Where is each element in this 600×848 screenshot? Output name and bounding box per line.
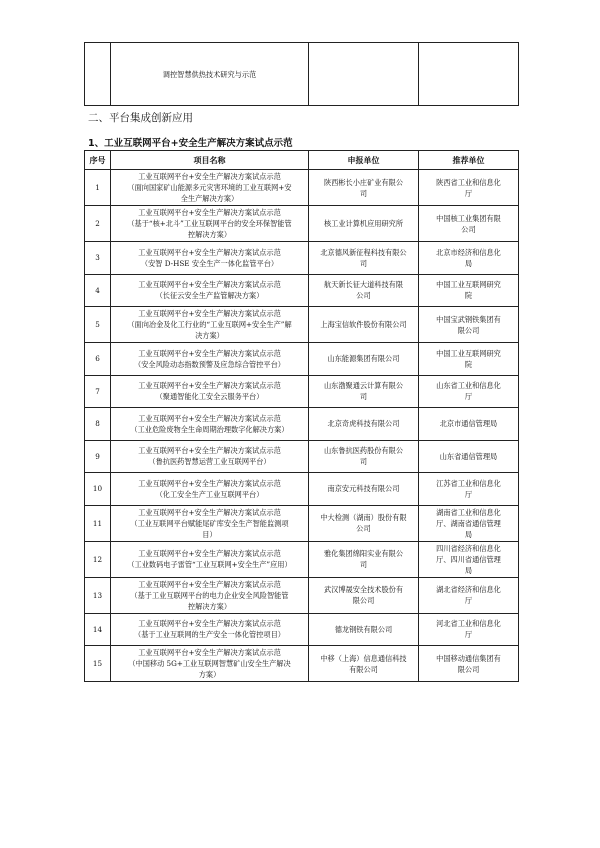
table-cell-recommending-unit <box>419 274 519 307</box>
table-cell-no: 5 <box>85 307 111 343</box>
cell-text-line: 四川省经济和信息化 <box>436 543 501 553</box>
cell-text-line: 有限公司 <box>349 664 378 674</box>
table-cell-applicant-unit <box>309 375 419 408</box>
cell-text-line: （工业互联网平台赋能尾矿库安全生产智能监测项 <box>130 518 289 528</box>
cell-text-line: 江苏省工业和信息化 <box>436 478 501 488</box>
cell-text-line: （面向冶金及化工行业的“工业互联网+安全生产”解 <box>127 320 292 329</box>
table-cell-applicant-unit <box>309 440 419 473</box>
table-cell-no: 15 <box>85 646 111 682</box>
cell-text-line: 厅 <box>464 630 473 640</box>
cell-text-line: （基于“核+北斗”工业互联网平台的安全环保智能管 <box>127 219 292 228</box>
table-cell <box>419 43 519 106</box>
cell-text-line: 司 <box>359 392 368 402</box>
cell-text-line: 厅 <box>464 596 473 605</box>
cell-text-line: 中国工业互联网研究 <box>436 280 501 290</box>
table-cell-project-name <box>111 408 309 441</box>
cell-text-line: 中大检测（湖南）股份有限 <box>320 513 407 522</box>
cell-text-line: 局 <box>464 565 473 575</box>
table-cell-no: 12 <box>85 541 111 577</box>
table-cell <box>85 43 111 106</box>
table-row <box>85 242 519 275</box>
table-cell-project-name <box>111 375 309 408</box>
cell-text-line: 山东省通信管理局 <box>439 451 498 461</box>
cell-text-line: 公司 <box>356 291 371 301</box>
previous-table-fragment <box>84 42 519 106</box>
cell-text-line: （工业危险废物全生命周期治理数字化解决方案） <box>130 424 289 434</box>
cell-text-line: 司 <box>359 188 368 198</box>
cell-text-line: （基于工业互联网的生产安全一体化管控项目） <box>134 630 285 640</box>
cell-text-line: 工业互联网平台+安全生产解决方案试点示范 <box>138 381 281 391</box>
table-cell-no: 7 <box>85 375 111 408</box>
table-cell-recommending-unit <box>419 577 519 613</box>
cell-text-line: 控解决方案） <box>187 601 232 611</box>
cell-text-line: 司 <box>359 560 368 569</box>
cell-text-line: 方案） <box>198 670 221 679</box>
cell-text-line: 工业互联网平台+安全生产解决方案试点示范 <box>138 280 281 290</box>
table-header-row <box>85 151 519 170</box>
table-cell-project-name <box>111 577 309 613</box>
cell-text-line: 山东渤聚通云计算有限公 <box>323 381 404 391</box>
cell-text-line: 湖北省经济和信息化 <box>436 585 501 594</box>
table-cell-recommending-unit <box>419 242 519 275</box>
cell-text-line: 中国移动通信集团有 <box>436 653 501 663</box>
cell-text-line: 航天新长征大道科技有限 <box>323 280 404 290</box>
table-cell-recommending-unit <box>419 541 519 577</box>
cell-text-line: 工业互联网平台+安全生产解决方案试点示范 <box>138 619 281 629</box>
table-cell-project-name: 调控智慧供热技术研究与示范 <box>111 43 309 106</box>
cell-text-line: （中国移动 5G+工业互联网智慧矿山安全生产解决 <box>128 659 291 668</box>
cell-text-line: 中移（上海）信息通信科技 <box>320 653 407 663</box>
table-cell-recommending-unit <box>419 375 519 408</box>
table-row <box>85 43 519 106</box>
table-cell-no: 2 <box>85 206 111 242</box>
cell-text-line: （安全风险动态指数预警及应急综合管控平台） <box>134 359 285 369</box>
cell-text-line: 公司 <box>461 224 476 234</box>
cell-text-line: 目） <box>202 529 217 539</box>
cell-text-line: 工业互联网平台+安全生产解决方案试点示范 <box>138 549 281 558</box>
table-row <box>85 206 519 242</box>
table-row <box>85 274 519 307</box>
cell-text-line: 工业互联网平台+安全生产解决方案试点示范 <box>138 648 281 657</box>
table-row <box>85 343 519 376</box>
cell-text-line: （工业数码电子雷管“工业互联网+安全生产”应用） <box>127 560 292 569</box>
cell-text-line: 中国工业互联网研究 <box>436 348 501 358</box>
table-cell-applicant-unit <box>309 541 419 577</box>
table-cell-project-name <box>111 613 309 646</box>
cell-text-line: 工业互联网平台+安全生产解决方案试点示范 <box>138 172 281 181</box>
table-cell-applicant-unit <box>309 242 419 275</box>
cell-text-line: 中国核工业集团有限 <box>436 213 501 223</box>
cell-text-line: 限公司 <box>352 596 375 605</box>
table-cell-no: 9 <box>85 440 111 473</box>
cell-text-line: 控解决方案） <box>187 230 232 239</box>
table-cell-no: 8 <box>85 408 111 441</box>
cell-text-line: 陕西省工业和信息化 <box>436 177 501 187</box>
table-cell-applicant-unit <box>309 206 419 242</box>
cell-text-line: 司 <box>359 258 368 268</box>
cell-text-line: 工业互联网平台+安全生产解决方案试点示范 <box>138 579 281 589</box>
cell-text-line: 工业互联网平台+安全生产解决方案试点示范 <box>138 478 281 488</box>
table-row <box>85 307 519 343</box>
section-heading: 二、平台集成创新应用 <box>88 112 193 124</box>
cell-text-line: 工业互联网平台+安全生产解决方案试点示范 <box>138 247 281 257</box>
table-body <box>85 170 519 682</box>
table-cell-no: 13 <box>85 577 111 613</box>
table-cell-recommending-unit <box>419 343 519 376</box>
cell-text-line: 雅化集团绵阳实业有限公 <box>323 549 404 558</box>
cell-text-line: 武汉博晟安全技术股份有 <box>323 585 404 594</box>
table-cell-applicant-unit <box>309 170 419 206</box>
cell-text-line: 工业互联网平台+安全生产解决方案试点示范 <box>138 309 281 318</box>
table-cell <box>309 43 419 106</box>
cell-text-line: 北京奇虎科技有限公司 <box>327 419 400 429</box>
table-cell-applicant-unit <box>309 577 419 613</box>
table-cell-applicant-unit <box>309 505 419 541</box>
cell-text-line: 院 <box>464 291 473 301</box>
cell-text-line: 河北省工业和信息化 <box>436 619 501 629</box>
cell-text-line: 北京德风新征程科技有限公 <box>320 247 407 257</box>
table-cell-applicant-unit <box>309 408 419 441</box>
cell-text-line: 司 <box>359 457 368 467</box>
table-cell-recommending-unit <box>419 408 519 441</box>
table-cell-no: 11 <box>85 505 111 541</box>
table-cell-project-name <box>111 274 309 307</box>
table-cell-project-name <box>111 646 309 682</box>
cell-text-line: 湖南省工业和信息化 <box>436 507 501 517</box>
table-cell-recommending-unit <box>419 613 519 646</box>
cell-text-line: （聚通智能化工安全云服务平台） <box>155 392 264 402</box>
table-row <box>85 577 519 613</box>
cell-text-line: 工业互联网平台+安全生产解决方案试点示范 <box>138 446 281 456</box>
table-cell-applicant-unit <box>309 613 419 646</box>
table-cell-recommending-unit <box>419 307 519 343</box>
table-cell-project-name <box>111 541 309 577</box>
cell-text-line: 院 <box>464 359 473 369</box>
table-cell-project-name <box>111 473 309 506</box>
table-cell-recommending-unit <box>419 206 519 242</box>
header-applicant-unit: 申报单位 <box>309 151 419 170</box>
table-cell-no: 4 <box>85 274 111 307</box>
cell-text-line: （化工安全生产工业互联网平台） <box>155 489 264 499</box>
cell-text-line: 南京安元科技有限公司 <box>327 484 400 494</box>
cell-text-line: 厅、湖南省通信管理 <box>436 518 501 528</box>
table-cell-applicant-unit <box>309 646 419 682</box>
demonstration-projects-table <box>84 150 519 682</box>
table-cell-no: 14 <box>85 613 111 646</box>
cell-text-line: 工业互联网平台+安全生产解决方案试点示范 <box>138 208 281 217</box>
cell-text-line: 山东鲁抗医药股份有限公 <box>323 446 404 456</box>
table-cell-recommending-unit <box>419 170 519 206</box>
cell-text-line: （基于工业互联网平台的电力企业安全风险智能管 <box>130 590 289 600</box>
table-row <box>85 613 519 646</box>
table-row <box>85 541 519 577</box>
header-recommending-unit: 推荐单位 <box>419 151 519 170</box>
cell-text-line: 厅、四川省通信管理 <box>436 554 501 564</box>
cell-text-line: 北京市经济和信息化 <box>436 247 501 257</box>
table-row <box>85 440 519 473</box>
cell-text-line: 限公司 <box>457 325 480 335</box>
table-cell-project-name <box>111 170 309 206</box>
table-cell-recommending-unit <box>419 440 519 473</box>
cell-text-line: 决方案） <box>195 331 224 340</box>
table-cell-applicant-unit <box>309 343 419 376</box>
cell-text-line: 北京市通信管理局 <box>439 419 498 429</box>
table-row <box>85 170 519 206</box>
table-cell-applicant-unit <box>309 307 419 343</box>
table-cell-no: 1 <box>85 170 111 206</box>
cell-text-line: 工业互联网平台+安全生产解决方案试点示范 <box>138 413 281 423</box>
cell-text-line: 限公司 <box>457 664 480 674</box>
cell-text-line: （安智 D-HSE 安全生产一体化监管平台） <box>140 258 279 268</box>
table-cell-recommending-unit <box>419 505 519 541</box>
table-row <box>85 473 519 506</box>
table-row <box>85 505 519 541</box>
table-cell-no: 6 <box>85 343 111 376</box>
cell-text-line: 厅 <box>464 188 473 198</box>
cell-text-line: 德龙钢铁有限公司 <box>334 624 393 634</box>
cell-text-line: 全生产解决方案） <box>180 194 239 203</box>
cell-text-line: 公司 <box>356 524 371 533</box>
table-cell-no: 10 <box>85 473 111 506</box>
cell-text-line: 山东能源集团有限公司 <box>327 354 400 364</box>
table-cell-applicant-unit <box>309 274 419 307</box>
table-cell-project-name <box>111 343 309 376</box>
table-row <box>85 375 519 408</box>
table-cell-project-name <box>111 206 309 242</box>
cell-text-line: 陕西彬长小庄矿业有限公 <box>323 177 404 187</box>
cell-text-line: 工业互联网平台+安全生产解决方案试点示范 <box>138 348 281 358</box>
cell-text-line: （长征云安全生产监管解决方案） <box>155 291 264 301</box>
table-cell-project-name <box>111 242 309 275</box>
table-cell-project-name <box>111 505 309 541</box>
table-cell-applicant-unit <box>309 473 419 506</box>
table-row <box>85 408 519 441</box>
table-cell-project-name <box>111 307 309 343</box>
header-no: 序号 <box>85 151 111 170</box>
cell-text-line: 上海宝信软件股份有限公司 <box>320 320 407 329</box>
cell-text-line: 局 <box>464 529 473 539</box>
sub-heading: 1、工业互联网平台+安全生产解决方案试点示范 <box>88 138 293 149</box>
header-project-name: 项目名称 <box>111 151 309 170</box>
cell-text-line: （鲁抗医药智慧运营工业互联网平台） <box>148 457 271 467</box>
cell-text-line: 山东省工业和信息化 <box>436 381 501 391</box>
cell-text-line: 核工业计算机应用研究所 <box>323 219 404 228</box>
table-cell-no: 3 <box>85 242 111 275</box>
cell-text-line: 厅 <box>464 392 473 402</box>
table-cell-project-name <box>111 440 309 473</box>
cell-text-line: 工业互联网平台+安全生产解决方案试点示范 <box>138 507 281 517</box>
cell-text-line: （面向国家矿山能源多元灾害环境的工业互联网+安 <box>127 183 292 192</box>
table-row <box>85 646 519 682</box>
table-cell-recommending-unit <box>419 473 519 506</box>
cell-text-line: 中国宝武钢铁集团有 <box>436 314 501 324</box>
cell-text-line: 厅 <box>464 489 473 499</box>
table-cell-recommending-unit <box>419 646 519 682</box>
cell-text-line: 局 <box>464 258 473 268</box>
